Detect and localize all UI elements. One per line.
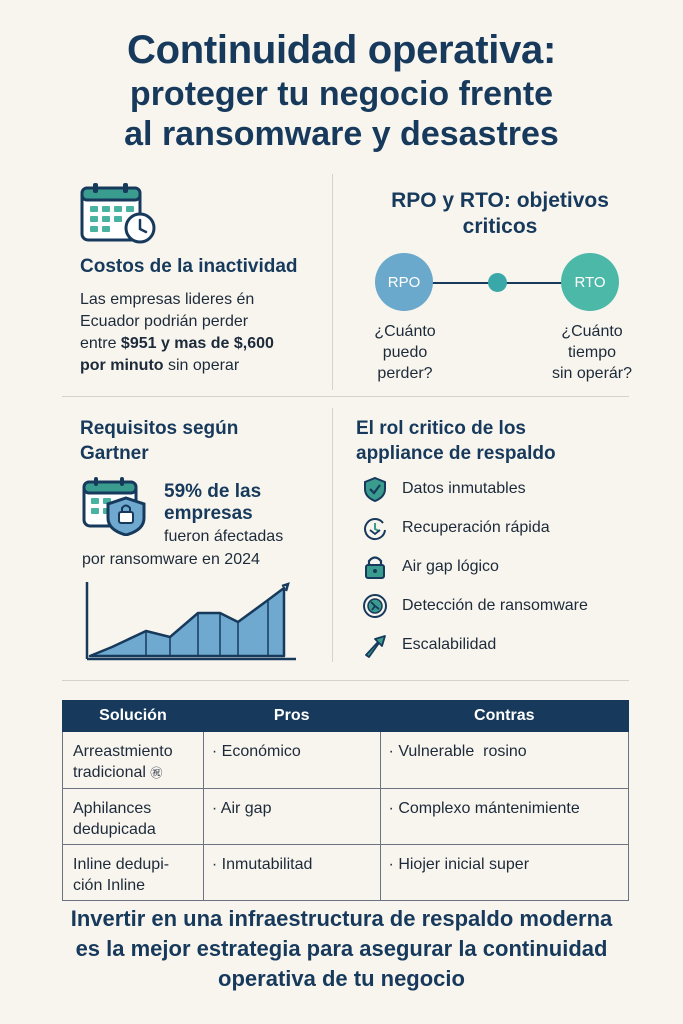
rto-question-line-3: sin operár? (551, 365, 633, 382)
rto-question (532, 321, 652, 384)
costs-line-2: Ecuador podrián perder (80, 313, 249, 330)
vertical-divider-top (332, 174, 333, 390)
rpo-rto-heading (345, 188, 655, 240)
solution-line-2: ción Inline (73, 877, 146, 894)
feature-item-datos-inmutables (362, 475, 526, 503)
solution-mark: ㊗ (150, 766, 163, 780)
comparison-table (62, 700, 629, 901)
page-title (0, 26, 683, 154)
contras-text: Vulnerable rosino (398, 743, 527, 760)
feature-label: Recuperación rápida (402, 519, 550, 536)
rpo-question-line-1: ¿Cuánto (374, 323, 436, 340)
solution-cell (63, 789, 204, 845)
horizontal-divider-lower (62, 680, 629, 681)
pros-cell: · Air gap (203, 789, 380, 845)
title-line-1: Continuidad operativa: (127, 28, 556, 72)
closing-statement (20, 904, 663, 994)
rpo-rto-heading-line-2: criticos (462, 215, 538, 238)
costs-line-1: Las empresas lideres én (80, 291, 255, 308)
gartner-stat-line-4: por ransomware en 2024 (82, 551, 260, 568)
solution-cell (63, 732, 204, 789)
pros-cell: · Económico (203, 732, 380, 789)
rpo-question-line-3: perder? (377, 365, 433, 382)
appliance-heading-line-2: appliance de respaldo (356, 443, 556, 464)
feature-item-air-gap (362, 553, 499, 581)
title-line-3: al ransomware y desastres (124, 115, 559, 153)
rising-area-chart-icon (82, 580, 300, 662)
feature-label: Datos inmutables (402, 480, 526, 497)
growth-arrow-icon (362, 632, 388, 658)
header-solucion: Solución (63, 701, 204, 732)
solution-line-1: Inline dedupi- (73, 856, 170, 873)
gartner-stat-line-2: empresas (164, 503, 253, 524)
shield-check-icon (362, 476, 388, 502)
pros-text: Air gap (220, 800, 272, 817)
costs-line-4 (80, 355, 274, 377)
rto-circle: RTO (561, 253, 619, 311)
rto-question-line-2: tiempo (567, 344, 617, 361)
rpo-question (350, 321, 460, 384)
contras-cell: · Complexo mántenimiente (380, 789, 628, 845)
feature-item-recuperacion (362, 514, 550, 542)
calendar-lock-icon (82, 476, 150, 536)
rto-question-line-1: ¿Cuánto (561, 323, 623, 340)
costs-line-3 (80, 333, 274, 355)
table-row (63, 845, 629, 901)
solution-line-2 (73, 762, 193, 784)
header-pros: Pros (203, 701, 380, 732)
costs-heading: Costos de la inactividad (80, 256, 298, 277)
gartner-stat (164, 481, 261, 525)
solution-line-1: Arreastmiento (73, 743, 173, 760)
appliance-heading-line-1: El rol critico de los (356, 418, 526, 439)
restore-clock-icon (362, 515, 388, 541)
gartner-heading-line-1: Requisitos según (80, 418, 239, 439)
pros-text: Inmutabilitad (221, 856, 313, 873)
contras-cell: · Vulnerable rosino (380, 732, 628, 789)
header-contras: Contras (380, 701, 628, 732)
table-row (63, 789, 629, 845)
feature-item-deteccion (362, 592, 588, 620)
contras-cell: · Hiojer inicial super (380, 845, 628, 901)
costs-text (80, 289, 274, 377)
solution-name: tradicional (73, 764, 146, 781)
pros-text: Económico (221, 743, 301, 760)
solution-line-1: Aphilances (73, 800, 152, 817)
rpo-rto-heading-line-1: RPO y RTO: objetivos (391, 189, 609, 212)
table-row (63, 732, 629, 789)
calendar-clock-icon (80, 182, 158, 248)
feature-label: Escalabilidad (402, 636, 497, 653)
feature-label: Detección de ransomware (402, 597, 588, 614)
costs-per-minute: por minuto (80, 357, 164, 374)
horizontal-divider-middle (62, 396, 629, 397)
closing-line-3: operativa de tu negocio (218, 966, 465, 991)
closing-line-1: Invertir en una infraestructura de respaldo moderna (70, 906, 613, 931)
rpo-question-line-2: puedo (382, 344, 428, 361)
solution-line-2: dedupicada (73, 821, 156, 838)
contras-text: Complexo mántenimiente (398, 800, 580, 817)
feature-item-escalabilidad (362, 631, 496, 659)
title-line-2: proteger tu negocio frente (129, 75, 554, 113)
gartner-stat-line-1: 59% de las (164, 481, 262, 502)
gartner-stat-line-3: fueron áfectadas (164, 528, 284, 545)
costs-line-3-prefix: entre (80, 335, 121, 352)
rpo-circle: RPO (375, 253, 433, 311)
appliance-heading (356, 416, 556, 466)
malware-scan-icon (362, 593, 388, 619)
padlock-icon (362, 554, 388, 580)
table-header-row (63, 701, 629, 732)
closing-line-2: es la mejor estrategia para asegurar la continuidad (75, 936, 608, 961)
costs-line-4-suffix: sin operar (163, 357, 240, 374)
rpo-rto-midpoint-dot (488, 273, 507, 292)
vertical-divider-bottom (332, 408, 333, 662)
feature-label: Air gap lógico (402, 558, 499, 575)
pros-cell: · Inmutabilitad (203, 845, 380, 901)
solution-cell (63, 845, 204, 901)
contras-text: Hiojer inicial super (398, 856, 530, 873)
gartner-heading (80, 416, 238, 466)
gartner-heading-line-2: Gartner (80, 443, 149, 464)
costs-amount: $951 y mas de $,600 (120, 335, 274, 352)
